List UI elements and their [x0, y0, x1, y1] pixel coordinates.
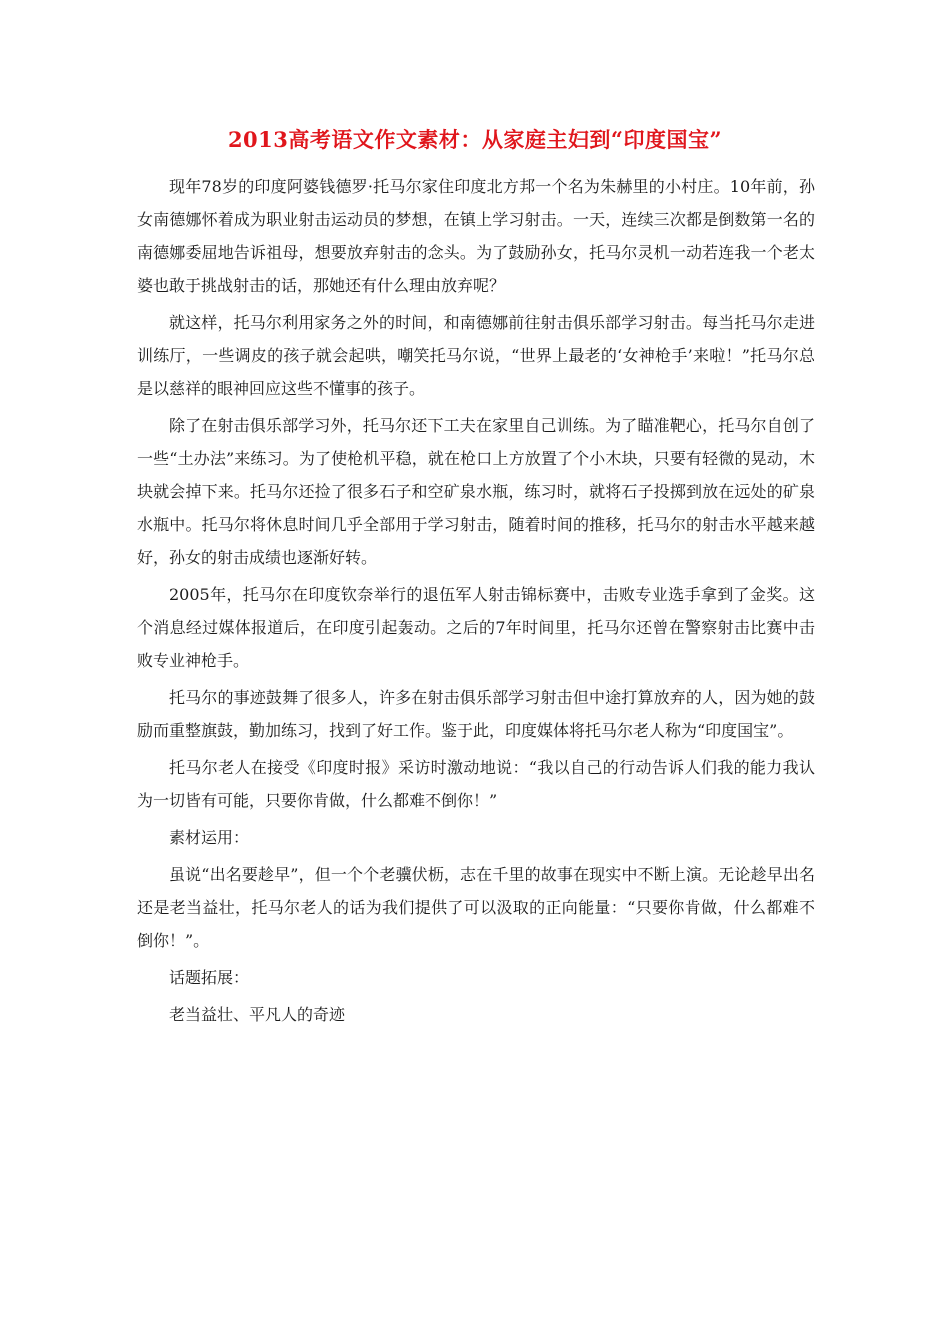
document-title: 2013高考语文作文素材：从家庭主妇到“印度国宝”: [227, 127, 723, 152]
paragraph-home-practice: 除了在射击俱乐部学习外，托马尔还下工夫在家里自己训练。为了瞄准靶心，托马尔自创了一些“土办法”来练习。为了使枪机平稳，就在枪口上方放置了个小木块，只要有轻微的晃动，木块就会掉下来。托马尔还捡了很多石子和空矿泉水瓶，练习时，就将石子投掷到放在远处的矿泉水瓶中。托马尔将休息时间几乎全部用于学习射击，随着时间的推移，托马尔的射击水平越来越好，孙女的射击成绩也逐渐好转。: [137, 416, 815, 567]
paragraph-inspiration: 托马尔的事迹鼓舞了很多人，许多在射击俱乐部学习射击但中途打算放弃的人，因为她的鼓励而重整旗鼓，勤加练习，找到了好工作。鉴于此，印度媒体将托马尔老人称为“印度国宝”。: [137, 688, 815, 740]
heading-material-use: 素材运用：: [169, 828, 250, 847]
paragraph-training-club: 就这样，托马尔利用家务之外的时间，和南德娜前往射击俱乐部学习射击。每当托马尔走进训练厅，一些调皮的孩子就会起哄，嘲笑托马尔说，“世界上最老的‘女神枪手’来啦！”托马尔总是以慈祥的眼神回应这些不懂事的孩子。: [137, 313, 815, 398]
paragraph-intro: 现年78岁的印度阿婆钱德罗·托马尔家住印度北方邦一个名为朱赫里的小村庄。10年前，孙女南德娜怀着成为职业射击运动员的梦想，在镇上学习射击。一天，连续三次都是倒数第一名的南德娜委屈地告诉祖母，想要放弃射击的念头。为了鼓励孙女，托马尔灵机一动若连我一个老太婆也敢于挑战射击的话，那她还有什么理由放弃呢？: [137, 177, 815, 295]
paragraph-interview-quote: 托马尔老人在接受《印度时报》采访时激动地说：“我以自己的行动告诉人们我的能力我认为一切皆有可能，只要你肯做，什么都难不倒你！”: [137, 758, 815, 810]
paragraph-2005-award: 2005年，托马尔在印度钦奈举行的退伍军人射击锦标赛中，击败专业选手拿到了金奖。这个消息经过媒体报道后，在印度引起轰动。之后的7年时间里，托马尔还曾在警察射击比赛中击败专业神枪手。: [137, 585, 815, 670]
paragraph-material-use: 虽说“出名要趁早”，但一个个老骥伏枥，志在千里的故事在现实中不断上演。无论趁早出名还是老当益壮，托马尔老人的话为我们提供了可以汲取的正向能量：“只要你肯做，什么都难不倒你！”。: [137, 865, 815, 950]
paragraph-topic-extension: 老当益壮、平凡人的奇迹: [169, 1005, 346, 1024]
document-body: [137, 170, 815, 1035]
heading-topic-extension: 话题拓展：: [169, 968, 250, 987]
